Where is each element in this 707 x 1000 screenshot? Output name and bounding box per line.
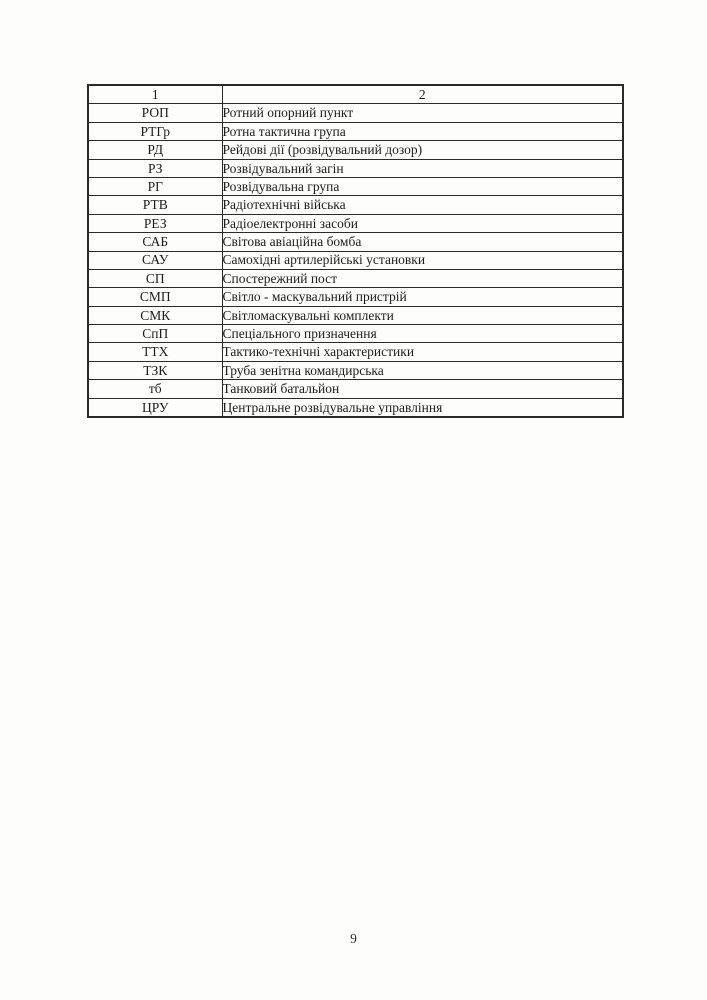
- abbr-cell: РОП: [88, 104, 222, 122]
- table-row: [88, 159, 623, 177]
- abbr-cell: СМП: [88, 288, 222, 306]
- definition-cell: Танковий батальйон: [222, 380, 623, 398]
- abbr-cell: САБ: [88, 233, 222, 251]
- abbr-cell: СМК: [88, 306, 222, 324]
- table-row: [88, 141, 623, 159]
- abbr-cell: ЦРУ: [88, 398, 222, 417]
- definition-cell: Ротний опорний пункт: [222, 104, 623, 122]
- abbr-cell: тб: [88, 380, 222, 398]
- abbr-cell: РТГр: [88, 122, 222, 140]
- definition-cell: Світло - маскувальний пристрій: [222, 288, 623, 306]
- definition-cell: Радіотехнічні війська: [222, 196, 623, 214]
- table-row: [88, 214, 623, 232]
- abbr-cell: РТВ: [88, 196, 222, 214]
- table-row: [88, 233, 623, 251]
- table-row: [88, 196, 623, 214]
- page-number: 9: [350, 931, 357, 946]
- abbreviations-table: [87, 84, 624, 418]
- table-row: [88, 361, 623, 379]
- abbr-cell: СпП: [88, 325, 222, 343]
- table-row: [88, 269, 623, 287]
- header-col-2: 2: [222, 85, 623, 104]
- abbr-cell: РЕЗ: [88, 214, 222, 232]
- definition-cell: Розвідувальна група: [222, 177, 623, 195]
- table-row: [88, 380, 623, 398]
- abbr-cell: РЗ: [88, 159, 222, 177]
- definition-cell: Тактико-технічні характеристики: [222, 343, 623, 361]
- table-row: [88, 398, 623, 417]
- header-col-1: 1: [88, 85, 222, 104]
- table-body: [88, 104, 623, 417]
- abbr-cell: ТТХ: [88, 343, 222, 361]
- definition-cell: Спеціального призначення: [222, 325, 623, 343]
- definition-cell: Світова авіаційна бомба: [222, 233, 623, 251]
- abbr-cell: СП: [88, 269, 222, 287]
- abbr-cell: САУ: [88, 251, 222, 269]
- definition-cell: Світломаскувальні комплекти: [222, 306, 623, 324]
- definition-cell: Спостережний пост: [222, 269, 623, 287]
- abbr-cell: ТЗК: [88, 361, 222, 379]
- abbr-cell: РГ: [88, 177, 222, 195]
- abbr-cell: РД: [88, 141, 222, 159]
- table-row: [88, 288, 623, 306]
- table-row: [88, 325, 623, 343]
- definition-cell: Розвідувальний загін: [222, 159, 623, 177]
- table-row: [88, 104, 623, 122]
- definition-cell: Труба зенітна командирська: [222, 361, 623, 379]
- table-header-row: [88, 85, 623, 104]
- table-row: [88, 343, 623, 361]
- table-row: [88, 251, 623, 269]
- definition-cell: Рейдові дії (розвідувальний дозор): [222, 141, 623, 159]
- table-row: [88, 177, 623, 195]
- definition-cell: Самохідні артилерійські установки: [222, 251, 623, 269]
- table-row: [88, 306, 623, 324]
- definition-cell: Центральне розвідувальне управління: [222, 398, 623, 417]
- table-row: [88, 122, 623, 140]
- definition-cell: Ротна тактична група: [222, 122, 623, 140]
- definition-cell: Радіоелектронні засоби: [222, 214, 623, 232]
